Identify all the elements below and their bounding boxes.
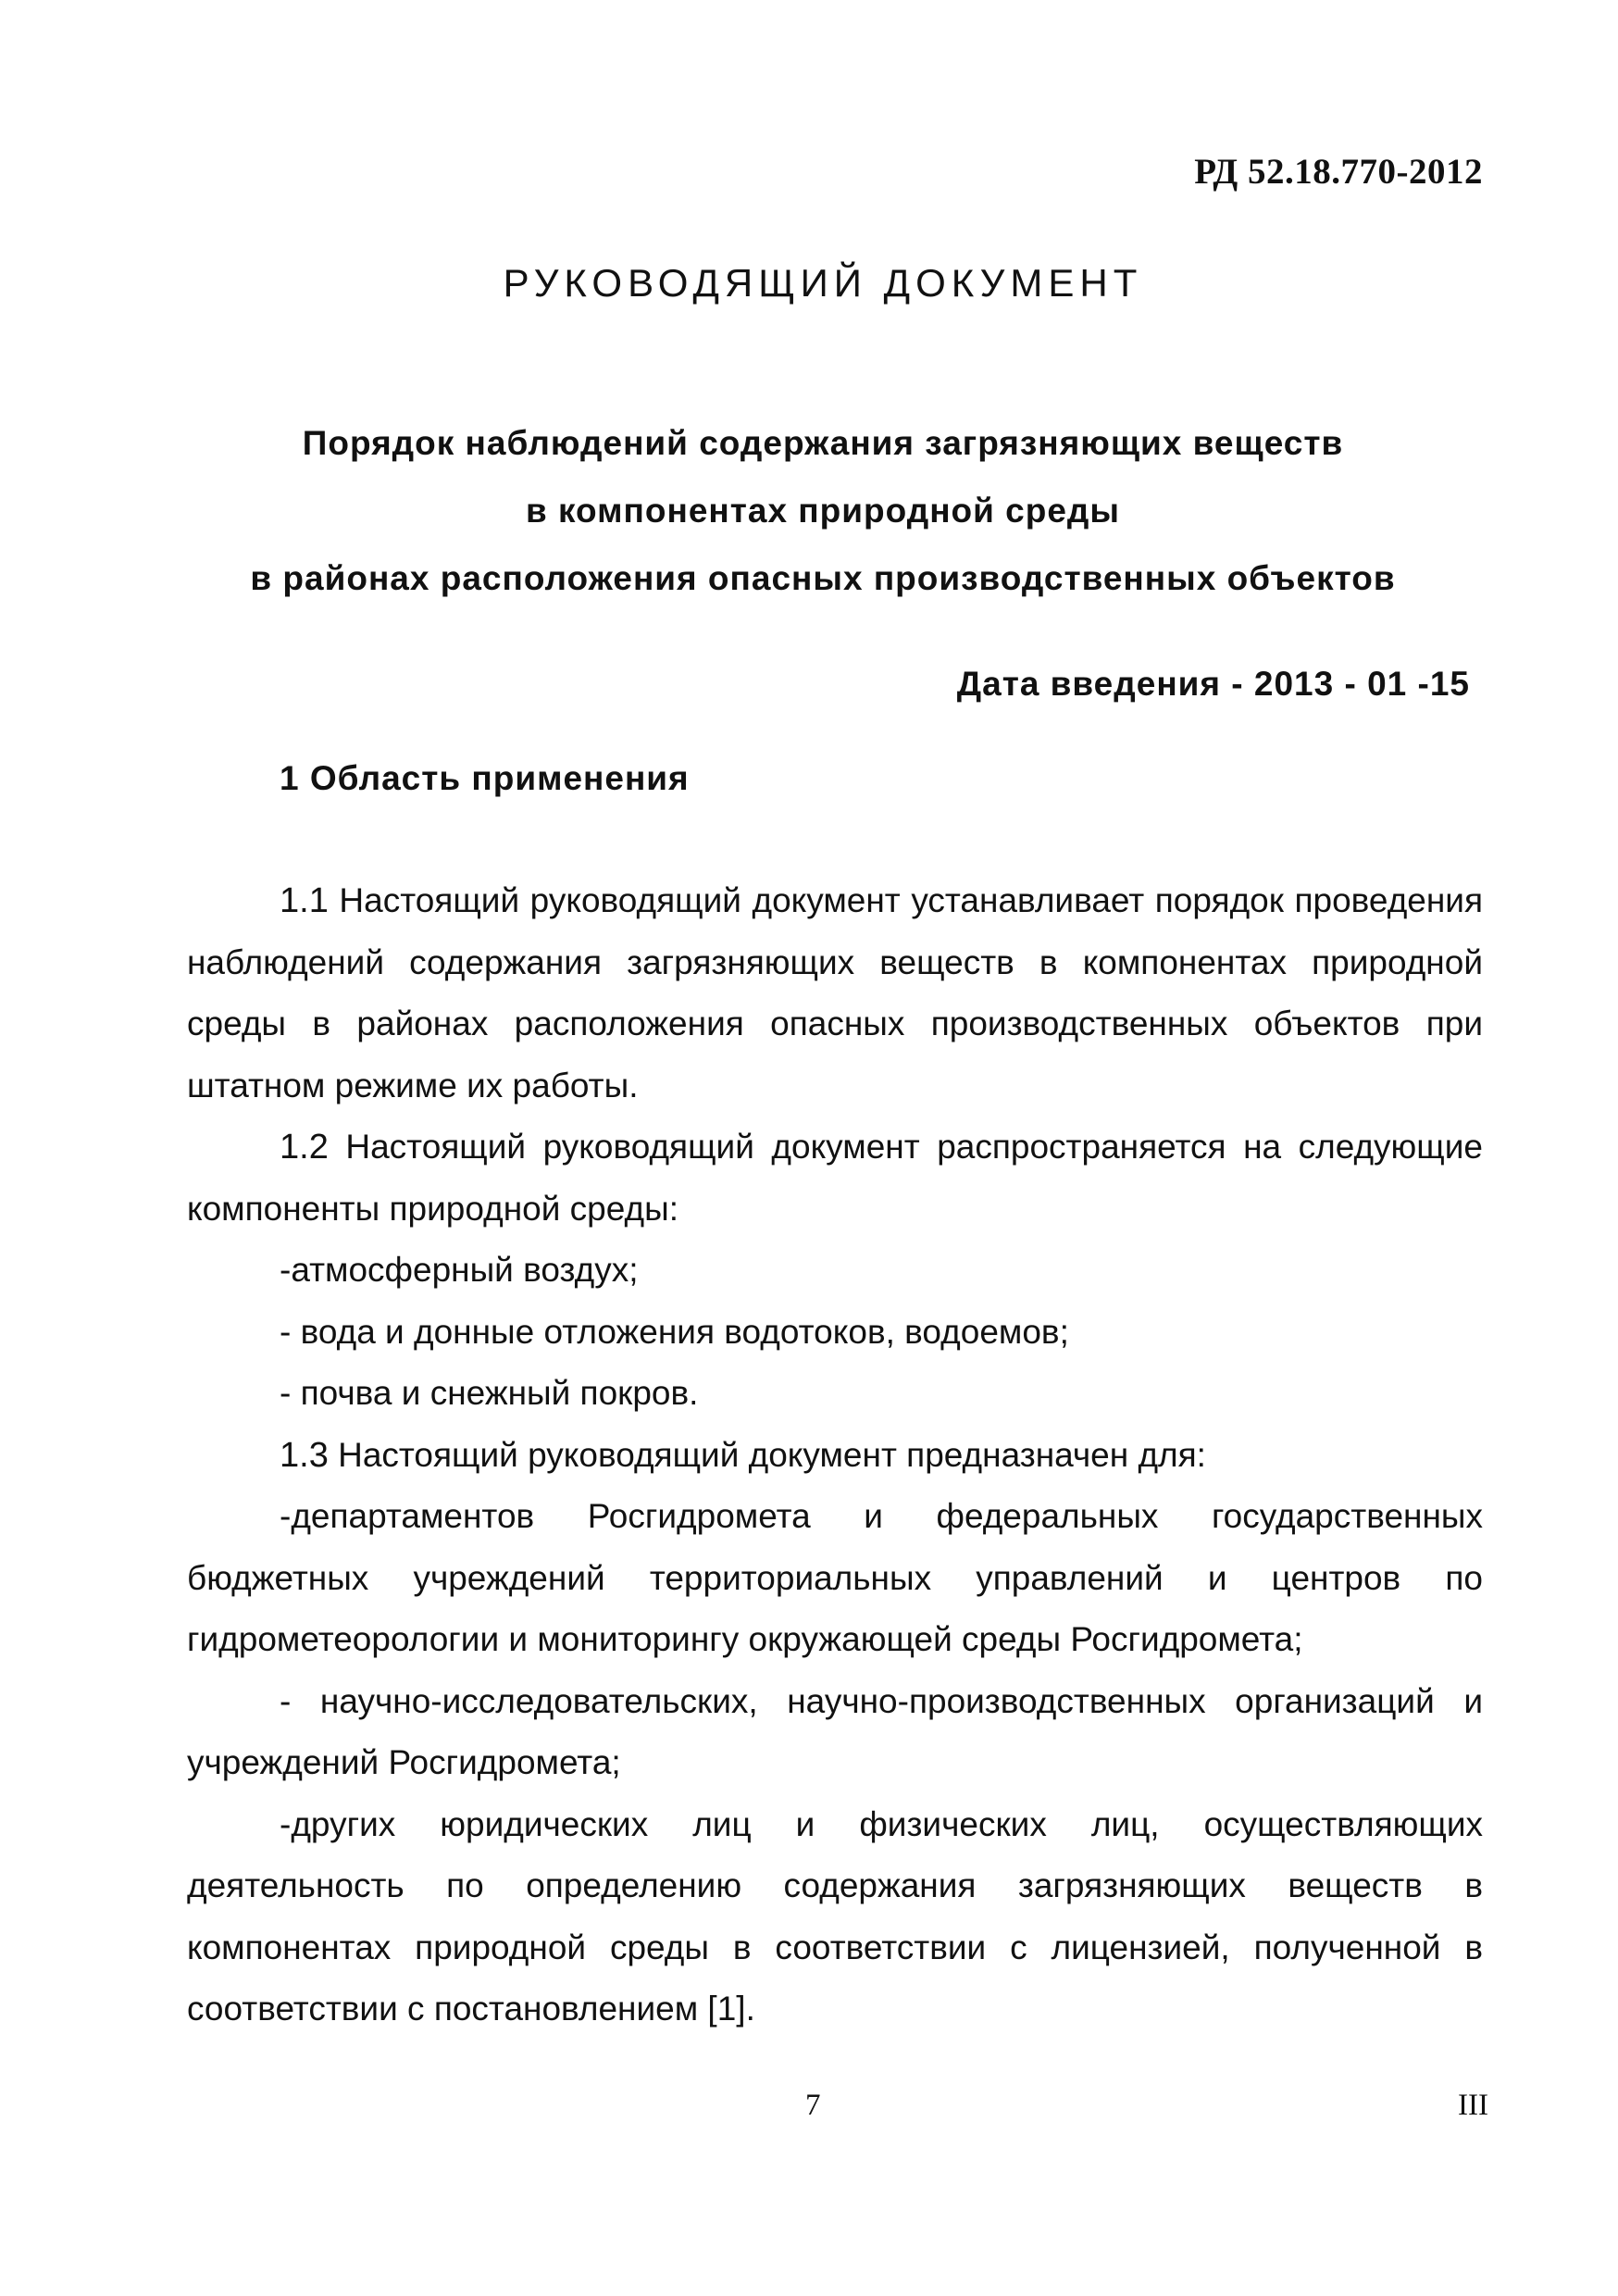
list-item: - почва и снежный покров. — [280, 1374, 699, 1412]
part-number: III — [1458, 2089, 1488, 2122]
paragraph-1-2 — [187, 1117, 1483, 1240]
clause-number: 1.1 — [280, 881, 329, 920]
list-item: - вода и донные отложения водотоков, водоемов; — [280, 1312, 1069, 1351]
document-title — [0, 409, 1618, 612]
title-line-1: Порядок наблюдений содержания загрязняющих веществ — [302, 424, 1344, 462]
clause-number: 1.3 — [280, 1435, 329, 1475]
title-line-3: в районах расположения опасных производственных объектов — [250, 559, 1396, 597]
paragraph-text: Настоящий руководящий документ устанавливает порядок проведения наблюдений содержания загрязняющих веществ в компонентах природной среды в районах расположения опасных производственных объектов при штатном режиме их работы. — [187, 881, 1483, 1104]
document-type-heading: РУКОВОДЯЩИЙ ДОКУМЕНТ — [503, 261, 1143, 305]
section-body — [187, 870, 1483, 2040]
title-line-2: в компонентах природной среды — [525, 492, 1121, 530]
page-number: 7 — [805, 2089, 821, 2122]
clause-number: 1.2 — [280, 1128, 329, 1167]
list-item: -атмосферный воздух; — [280, 1251, 639, 1289]
introduction-date: Дата введения - 2013 - 01 -15 — [956, 665, 1470, 703]
list-item: -департаментов Росгидромета и федеральных государственных бюджетных учреждений территориальных управлений и центров по гидрометеорологии и мониторингу окружающей среды Росгидромета; — [187, 1497, 1483, 1658]
paragraph-1-3 — [187, 1425, 1483, 1487]
paragraph-text: Настоящий руководящий документ распространяется на следующие компоненты природной среды: — [187, 1128, 1483, 1228]
paragraph-1-1 — [187, 870, 1483, 1117]
document-code: РД 52.18.770-2012 — [1194, 152, 1483, 192]
list-item: - научно-исследовательских, научно-производственных организаций и учреждений Росгидромета; — [187, 1681, 1483, 1781]
paragraph-text: Настоящий руководящий документ предназначен для: — [328, 1435, 1206, 1474]
section-heading: 1 Область применения — [280, 759, 690, 797]
list-item: -других юридических лиц и физических лиц, осуществляющих деятельность по определению содержания загрязняющих веществ в компонентах природной среды в соответствии с лицензией, полученной в соответствии с постановлением [1]. — [187, 1804, 1483, 2028]
